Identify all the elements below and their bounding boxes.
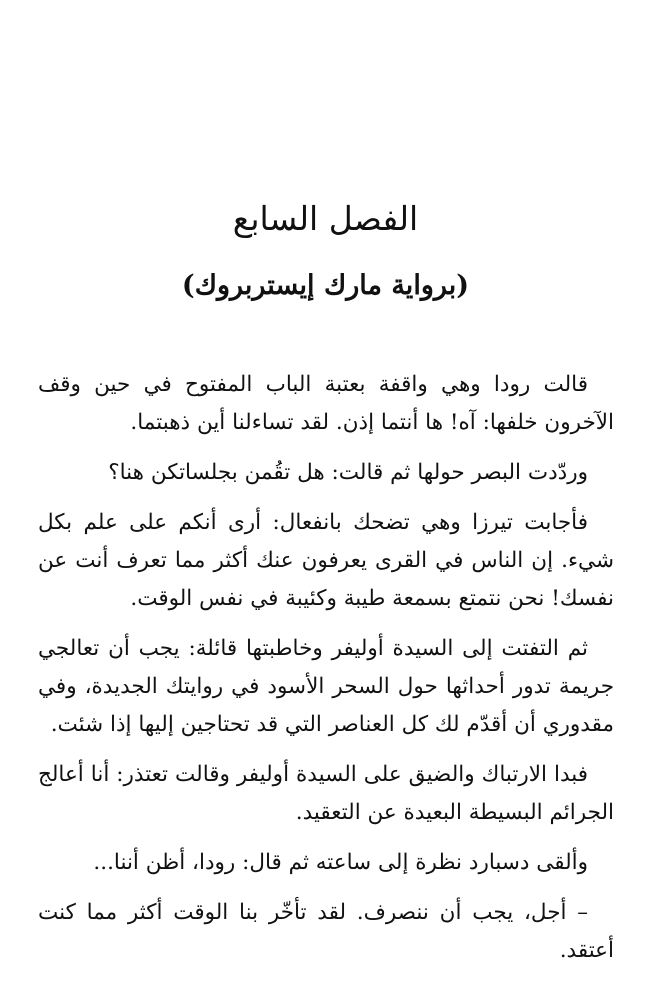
chapter-title: الفصل السابع	[232, 199, 419, 238]
chapter-body	[38, 366, 614, 982]
paragraph: – أجل، يجب أن ننصرف. لقد تأخّر بنا الوقت أكثر مما كنت أعتقد.	[38, 900, 614, 963]
paragraph: فبدا الارتباك والضيق على السيدة أوليفر وقالت تعتذر: أنا أعالج الجرائم البسيطة البعيدة عن التعقيد.	[38, 762, 614, 825]
paragraph: وردّدت البصر حولها ثم قالت: هل تقُمن بجلساتكن هنا؟	[108, 460, 588, 485]
paragraph: وألقى دسبارد نظرة إلى ساعته ثم قال: رودا، أظن أننا...	[93, 850, 588, 875]
paragraph: ثم التفتت إلى السيدة أوليفر وخاطبتها قائلة: يجب أن تعالجي جريمة تدور أحداثها حول السحر الأسود في روايتك الجديدة، وفي مقدوري أن أقدّم لك كل العناصر التي قد تحتاجين إليها إذا شئت.	[38, 636, 614, 737]
chapter-subtitle: (برواية مارك إيستربروك)	[181, 270, 470, 301]
paragraph: قالت رودا وهي واقفة بعتبة الباب المفتوح في حين وقف الآخرون خلفها: آه! ها أنتما إذن. لقد تساءلنا أين ذهبتما.	[38, 372, 614, 435]
paragraph: فأجابت تيرزا وهي تضحك بانفعال: أرى أنكم على علم بكل شيء. إن الناس في القرى يعرفون عنك أكثر مما تعرف أنت عن نفسك! نحن نتمتع بسمعة طيبة وكئيبة في نفس الوقت.	[38, 510, 614, 611]
